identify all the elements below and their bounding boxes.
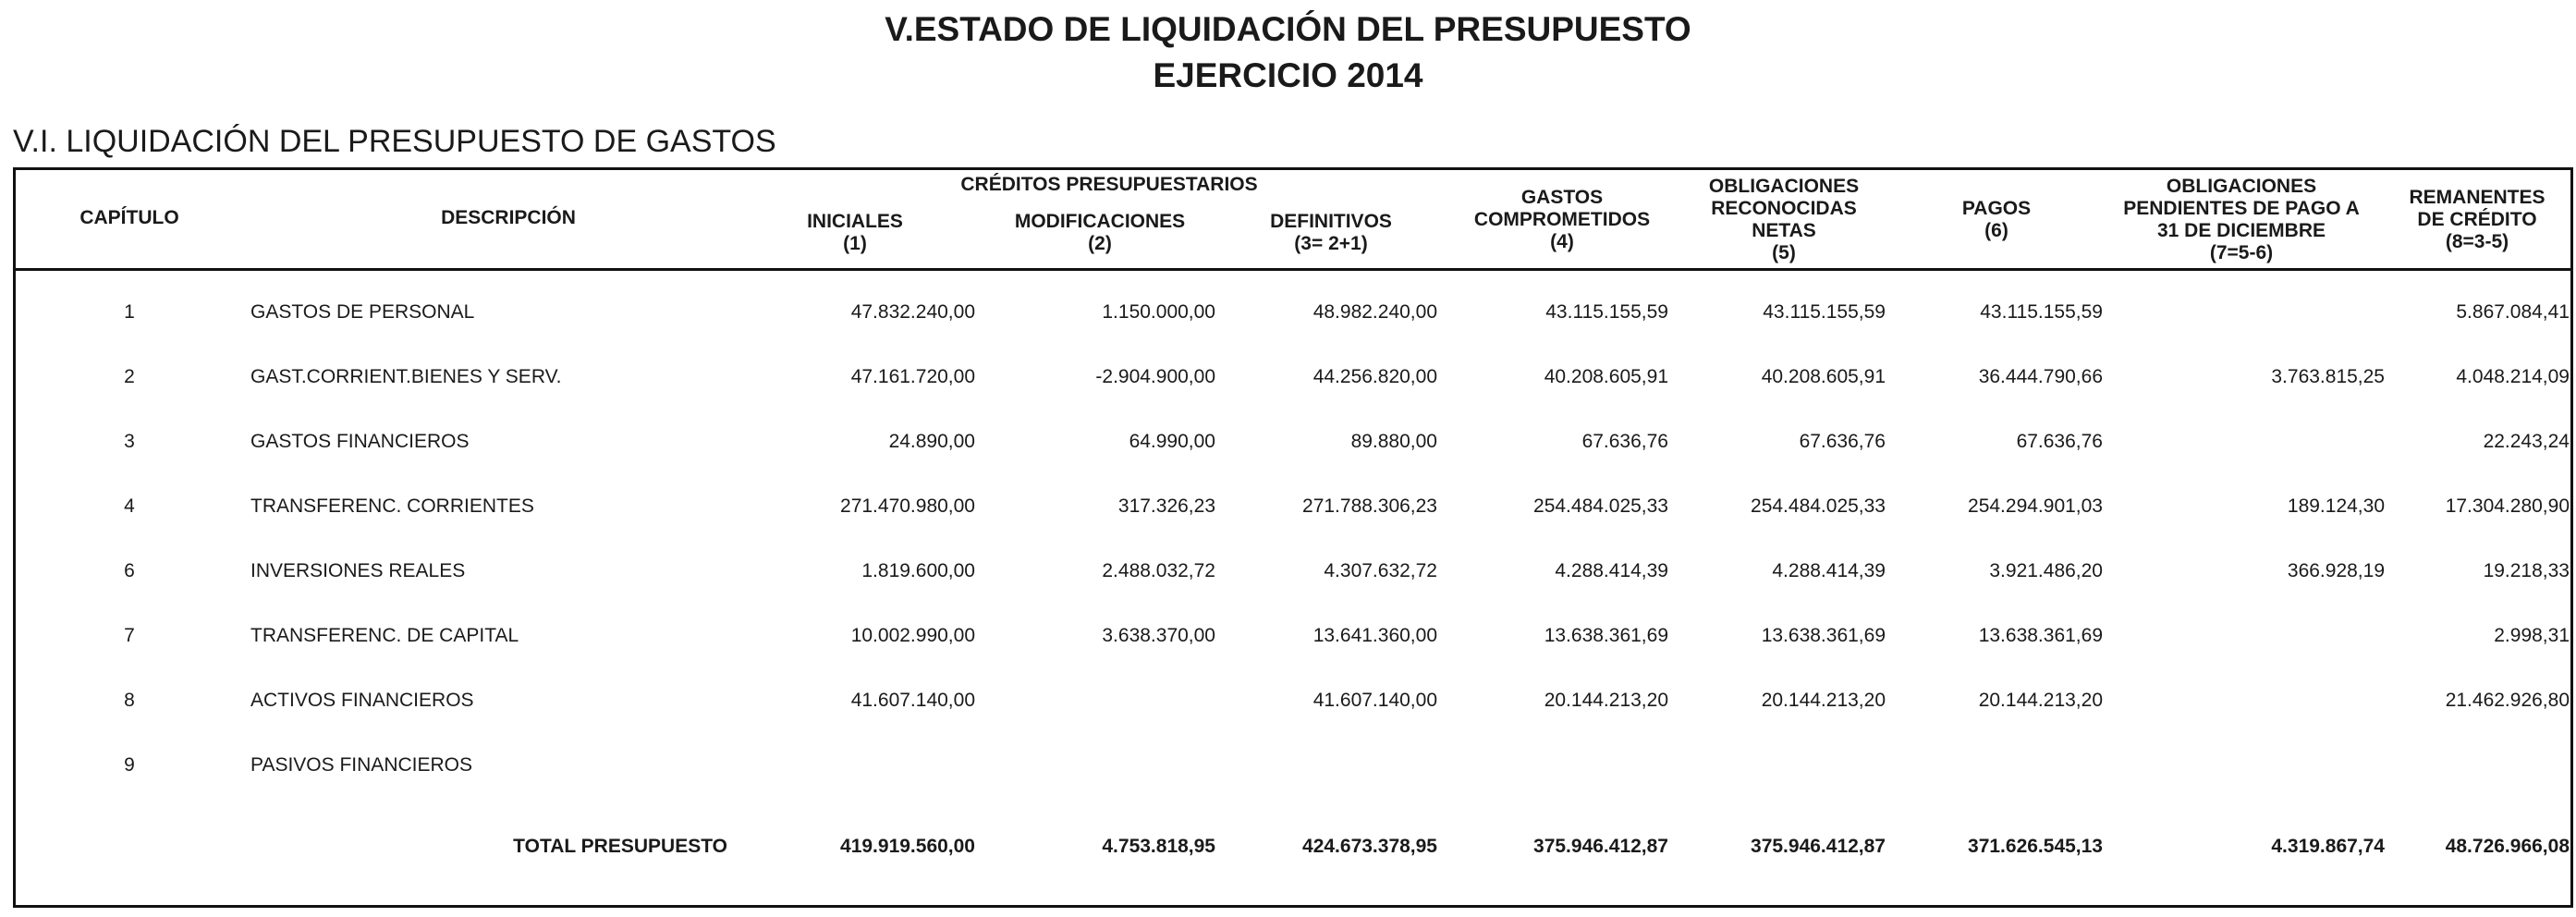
table-frame <box>13 167 2573 908</box>
document-subtitle: EJERCICIO 2014 <box>1153 56 1423 94</box>
header-capitulo: CAPÍTULO <box>79 207 179 228</box>
row-pagos: 20.144.213,20 <box>1978 690 2103 711</box>
row-remanentes: 17.304.280,90 <box>2445 495 2570 517</box>
row-remanentes: 19.218,33 <box>2483 560 2570 581</box>
row-pagos: 13.638.361,69 <box>1978 625 2103 646</box>
row-gastos-comprometidos: 20.144.213,20 <box>1544 690 1668 711</box>
row-descripcion: GASTOS DE PERSONAL <box>250 301 475 323</box>
header-pendientes: OBLIGACIONES PENDIENTES DE PAGO A 31 DE DICIEMBRE (7=5-6) <box>2123 176 2360 263</box>
row-definitivos: 4.307.632,72 <box>1324 560 1437 581</box>
row-pagos: 254.294.901,03 <box>1968 495 2103 517</box>
row-pagos: 3.921.486,20 <box>1989 560 2103 581</box>
row-pagos: 43.115.155,59 <box>1980 301 2103 323</box>
row-pagos: 36.444.790,66 <box>1978 366 2103 387</box>
row-pendientes: 189.124,30 <box>2287 495 2385 517</box>
header-definitivos: DEFINITIVOS (3= 2+1) <box>1270 211 1392 254</box>
row-remanentes: 2.998,31 <box>2494 625 2570 646</box>
row-gastos-comprometidos: 13.638.361,69 <box>1544 625 1668 646</box>
row-descripcion: GAST.CORRIENT.BIENES Y SERV. <box>250 366 562 387</box>
row-capitulo: 6 <box>124 560 135 581</box>
row-capitulo: 8 <box>124 690 135 711</box>
total-definitivos: 424.673.378,95 <box>1302 836 1437 857</box>
row-capitulo: 9 <box>124 754 135 776</box>
row-descripcion: TRANSFERENC. DE CAPITAL <box>250 625 519 646</box>
total-pagos: 371.626.545,13 <box>1968 836 2103 857</box>
row-gastos-comprometidos: 67.636,76 <box>1581 431 1668 452</box>
row-capitulo: 7 <box>124 625 135 646</box>
row-iniciales: 47.161.720,00 <box>850 366 975 387</box>
header-divider <box>13 268 2573 271</box>
row-remanentes: 4.048.214,09 <box>2456 366 2570 387</box>
section-heading: V.I. LIQUIDACIÓN DEL PRESUPUESTO DE GASTOS <box>13 124 776 159</box>
row-iniciales: 271.470.980,00 <box>840 495 975 517</box>
row-pendientes: 3.763.815,25 <box>2271 366 2385 387</box>
row-iniciales: 47.832.240,00 <box>850 301 975 323</box>
row-iniciales: 24.890,00 <box>888 431 975 452</box>
row-iniciales: 41.607.140,00 <box>850 690 975 711</box>
header-iniciales: INICIALES (1) <box>807 211 903 254</box>
row-modificaciones: 64.990,00 <box>1129 431 1215 452</box>
row-obligaciones-netas: 4.288.414,39 <box>1772 560 1886 581</box>
row-modificaciones: 2.488.032,72 <box>1102 560 1215 581</box>
row-definitivos: 13.641.360,00 <box>1312 625 1437 646</box>
total-gastos-comprometidos: 375.946.412,87 <box>1533 836 1668 857</box>
row-pagos: 67.636,76 <box>2016 431 2103 452</box>
row-obligaciones-netas: 43.115.155,59 <box>1763 301 1886 323</box>
row-descripcion: INVERSIONES REALES <box>250 560 466 581</box>
row-capitulo: 3 <box>124 431 135 452</box>
row-definitivos: 89.880,00 <box>1350 431 1437 452</box>
row-capitulo: 1 <box>124 301 135 323</box>
header-creditos-group: CRÉDITOS PRESUPUESTARIOS <box>960 174 1258 195</box>
header-descripcion: DESCRIPCIÓN <box>441 207 576 228</box>
row-descripcion: PASIVOS FINANCIEROS <box>250 754 472 776</box>
row-descripcion: GASTOS FINANCIEROS <box>250 431 470 452</box>
header-gastos-comprometidos: GASTOS COMPROMETIDOS (4) <box>1473 187 1651 252</box>
row-obligaciones-netas: 40.208.605,91 <box>1761 366 1886 387</box>
document-title: V.ESTADO DE LIQUIDACIÓN DEL PRESUPUESTO <box>885 10 1691 48</box>
row-definitivos: 48.982.240,00 <box>1312 301 1437 323</box>
row-modificaciones: 1.150.000,00 <box>1102 301 1215 323</box>
row-gastos-comprometidos: 40.208.605,91 <box>1544 366 1668 387</box>
row-obligaciones-netas: 254.484.025,33 <box>1751 495 1886 517</box>
row-capitulo: 2 <box>124 366 135 387</box>
total-label: TOTAL PRESUPUESTO <box>513 836 727 857</box>
header-pagos: PAGOS (6) <box>1961 198 2032 241</box>
total-pendientes: 4.319.867,74 <box>2271 836 2385 857</box>
row-descripcion: TRANSFERENC. CORRIENTES <box>250 495 534 517</box>
row-modificaciones: 317.326,23 <box>1117 495 1215 517</box>
row-remanentes: 21.462.926,80 <box>2445 690 2570 711</box>
row-definitivos: 41.607.140,00 <box>1312 690 1437 711</box>
row-gastos-comprometidos: 43.115.155,59 <box>1545 301 1668 323</box>
row-remanentes: 22.243,24 <box>2483 431 2570 452</box>
row-modificaciones: 3.638.370,00 <box>1102 625 1215 646</box>
row-remanentes: 5.867.084,41 <box>2456 301 2570 323</box>
total-obligaciones-netas: 375.946.412,87 <box>1751 836 1886 857</box>
row-iniciales: 1.819.600,00 <box>861 560 975 581</box>
header-remanentes: REMANENTES DE CRÉDITO (8=3-5) <box>2409 187 2545 252</box>
total-modificaciones: 4.753.818,95 <box>1102 836 1215 857</box>
row-obligaciones-netas: 67.636,76 <box>1799 431 1886 452</box>
row-gastos-comprometidos: 254.484.025,33 <box>1533 495 1668 517</box>
row-modificaciones: -2.904.900,00 <box>1095 366 1215 387</box>
row-obligaciones-netas: 13.638.361,69 <box>1761 625 1886 646</box>
header-obligaciones-netas: OBLIGACIONES RECONOCIDAS NETAS (5) <box>1708 176 1860 263</box>
total-remanentes: 48.726.966,08 <box>2445 836 2570 857</box>
row-definitivos: 271.788.306,23 <box>1302 495 1437 517</box>
header-modificaciones: MODIFICACIONES (2) <box>1014 211 1186 254</box>
row-gastos-comprometidos: 4.288.414,39 <box>1555 560 1668 581</box>
row-obligaciones-netas: 20.144.213,20 <box>1761 690 1886 711</box>
row-iniciales: 10.002.990,00 <box>850 625 975 646</box>
row-definitivos: 44.256.820,00 <box>1312 366 1437 387</box>
row-pendientes: 366.928,19 <box>2287 560 2385 581</box>
row-capitulo: 4 <box>124 495 135 517</box>
row-descripcion: ACTIVOS FINANCIEROS <box>250 690 474 711</box>
total-iniciales: 419.919.560,00 <box>840 836 975 857</box>
